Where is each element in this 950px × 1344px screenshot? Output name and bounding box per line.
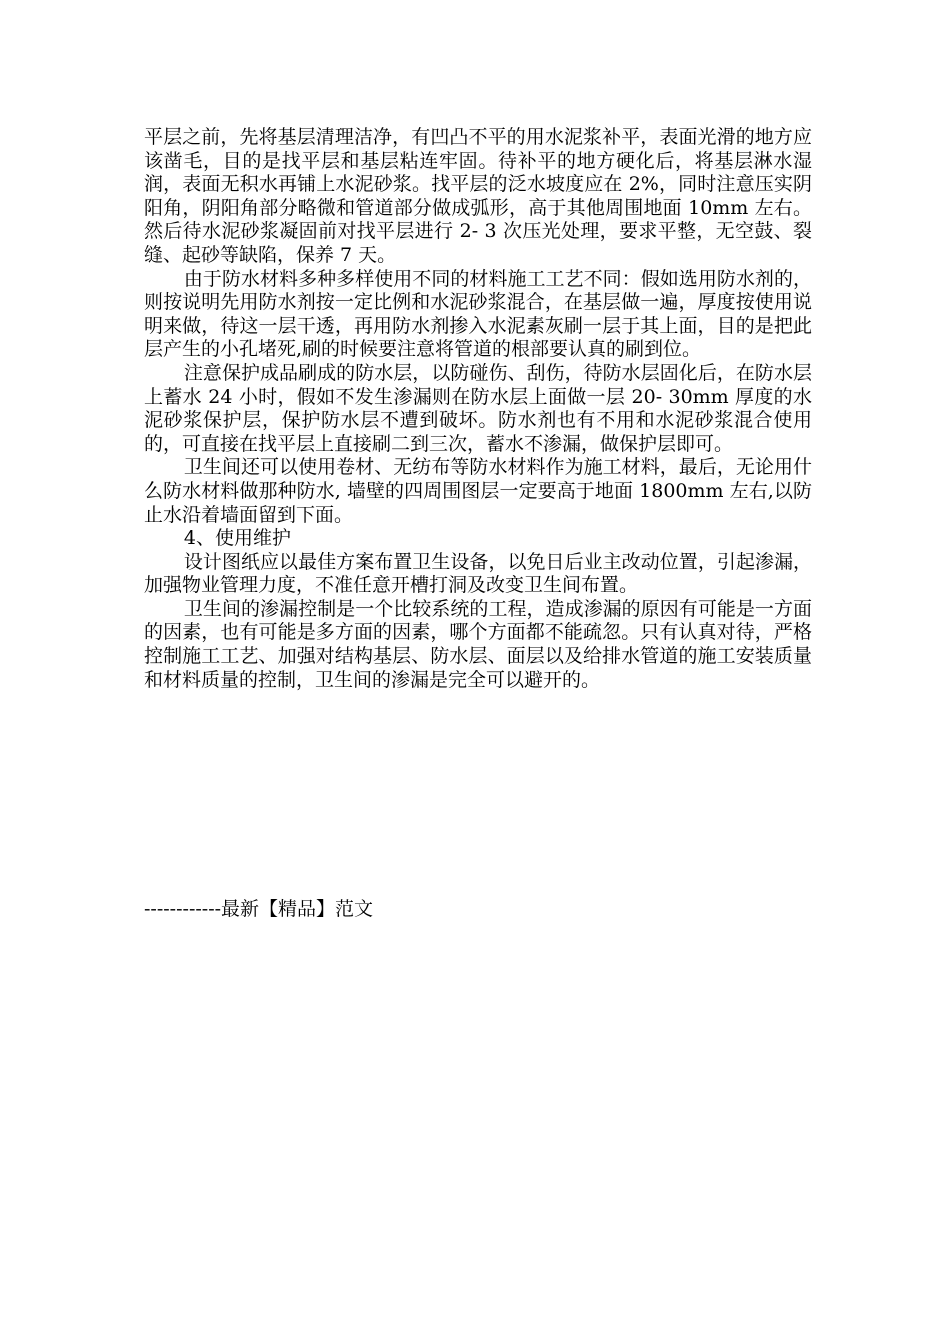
document-body [144, 126, 812, 692]
section-heading-maintenance: 4、使用维护 [183, 527, 291, 550]
paragraph-waterproof-materials: 由于防水材料多种多样使用不同的材料施工工艺不同：假如选用防水剂的，则按说明先用防水剂按一定比例和水泥砂浆混合，在基层做一遍，厚度按使用说明来做，待这一层干透，再用防水剂掺入水泥素灰刷一层于其上面，目的是把此层产生的小孔堵死,刷的时候要注意将管道的根部要认真的刷到位。 [144, 267, 812, 361]
paragraph-continuation: 平层之前，先将基层清理洁净，有凹凸不平的用水泥浆补平，表面光滑的地方应该凿毛，目的是找平层和基层粘连牢固。待补平的地方硬化后，将基层淋水湿润，表面无积水再铺上水泥砂浆。找平层的泛水坡度应在 2%，同时注意压实阴阳角，阴阳角部分略微和管道部分做成弧形，高于其他周围地面 10mm 左右。然后待水泥砂浆凝固前对找平层进行 2- 3 次压光处理，要求平整，无空鼓、裂缝、起砂等缺陷，保养 7 天。 [144, 126, 812, 266]
paragraph-rolled-materials: 卫生间还可以使用卷材、无纺布等防水材料作为施工材料，最后，无论用什么防水材料做那种防水, 墙壁的四周围图层一定要高于地面 1800mm 左右,以防止水沿着墙面留到下面。 [144, 456, 812, 526]
paragraph-design-drawings: 设计图纸应以最佳方案布置卫生设备，以免日后业主改动位置，引起渗漏，加强物业管理力度，不准任意开槽打洞及改变卫生间布置。 [144, 550, 812, 597]
paragraph-protection: 注意保护成品刷成的防水层，以防碰伤、刮伤，待防水层固化后，在防水层上蓄水 24 小时，假如不发生渗漏则在防水层上面做一层 20- 30mm 厚度的水泥砂浆保护层，保护防水层不遭到破坏。防水剂也有不用和水泥砂浆混合使用的，可直接在找平层上直接刷二到三次，蓄水不渗漏，做保护层即可。 [144, 361, 812, 455]
paragraph-conclusion: 卫生间的渗漏控制是一个比较系统的工程，造成渗漏的原因有可能是一方面的因素，也有可能是多方面的因素，哪个方面都不能疏忽。只有认真对待，严格控制施工工艺、加强对结构基层、防水层、面层以及给排水管道的施工安装质量和材料质量的控制，卫生间的渗漏是完全可以避开的。 [144, 597, 812, 691]
document-footer: ------------最新【精品】范文 [144, 898, 374, 920]
